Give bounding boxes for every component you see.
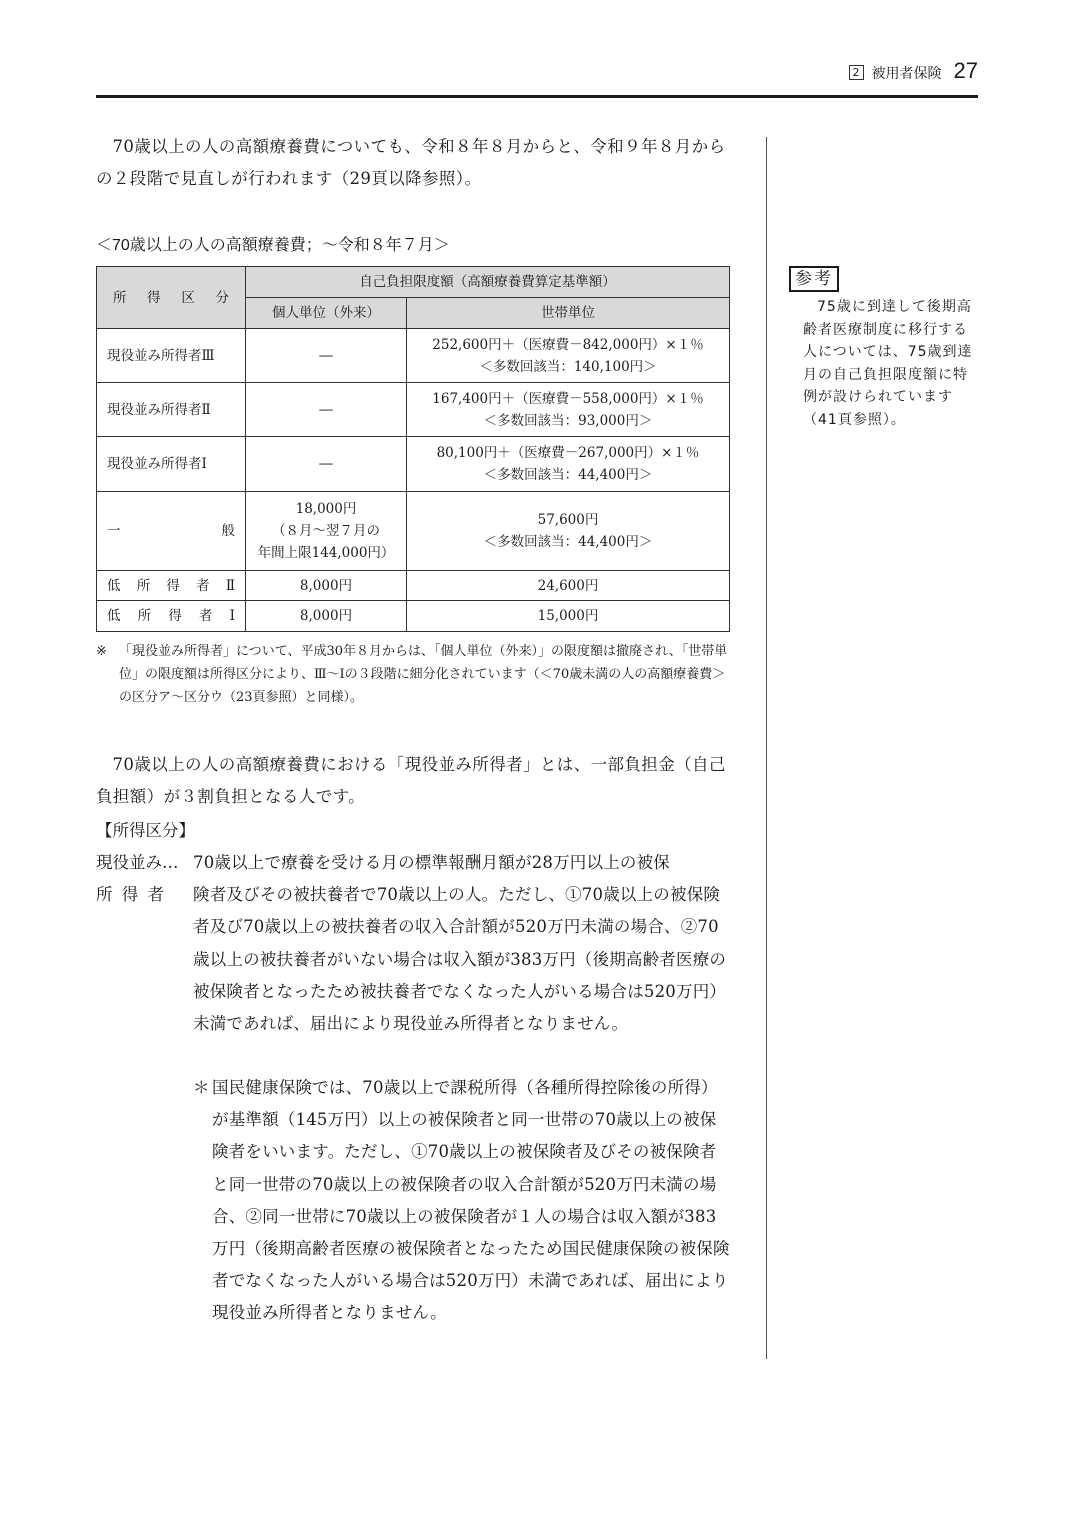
header-household: 世帯単位 bbox=[407, 298, 730, 329]
row-individual: ― bbox=[246, 383, 407, 437]
header-category bbox=[97, 267, 246, 329]
table-title: ＜70歳以上の人の高額療養費；～令和８年７月＞ bbox=[96, 237, 450, 254]
row-individual: 8,000円 bbox=[246, 571, 407, 601]
category-char: Ⅱ bbox=[225, 577, 235, 594]
row-individual bbox=[246, 492, 407, 571]
category-char: 得 bbox=[166, 577, 180, 594]
household-multiple: ＜多数回該当：44,400円＞ bbox=[483, 534, 653, 550]
running-header bbox=[96, 56, 978, 98]
footnote-mark: ※ bbox=[96, 644, 107, 659]
table-row bbox=[97, 571, 730, 601]
definition-body bbox=[193, 847, 733, 1040]
page-number: 27 bbox=[953, 58, 978, 83]
category-char: 所 bbox=[137, 608, 152, 624]
table-row bbox=[97, 437, 730, 492]
intro-paragraph: 70歳以上の人の高額療養費についても、令和８年８月からと、令和９年８月からの２段階で見直しが行われます（29頁以降参照）。 bbox=[96, 137, 726, 188]
household-formula: 167,400円＋（医療費－558,000円）×１％ bbox=[432, 390, 704, 407]
reference-text: 75歳に到達して後期高齢者医療制度に移行する人については、75歳到達月の自己負担限度額に特例が設けられています（41頁参照）。 bbox=[803, 299, 973, 428]
category-spread bbox=[97, 520, 245, 542]
category-char: 低 bbox=[107, 608, 121, 624]
table-row bbox=[97, 383, 730, 437]
row-individual: 8,000円 bbox=[246, 601, 407, 632]
category-char: 一 bbox=[107, 523, 121, 539]
household-amount: 57,600円 bbox=[537, 512, 599, 528]
reference-sidebar bbox=[789, 266, 981, 431]
column-divider bbox=[766, 137, 767, 1359]
row-household bbox=[407, 492, 730, 571]
category-char: 低 bbox=[107, 577, 121, 594]
header-category-char: 分 bbox=[215, 289, 229, 306]
individual-note-1: （８月～翌７月の bbox=[272, 523, 380, 539]
table-footnote bbox=[96, 640, 736, 709]
household-formula: 80,100円＋（医療費－267,000円）×１％ bbox=[436, 445, 700, 461]
category-char: 般 bbox=[221, 523, 235, 539]
definition-first-line: 70歳以上で療養を受ける月の標準報酬月額が28万円以上の被保 bbox=[193, 853, 670, 872]
row-category bbox=[97, 571, 246, 601]
note-asterisk: ＊ bbox=[193, 1078, 210, 1097]
nhi-note bbox=[193, 1072, 733, 1330]
category-char: Ⅰ bbox=[229, 608, 235, 624]
definition-rest: 険者及びその被扶養者で70歳以上の人。ただし、①70歳以上の被保険者及び70歳以上の被扶養者の収入合計額が520万円未満の場合、②70歳以上の被扶養者がいない場合は収入額が383万円（後期高齢者医療の被保険者となったため被扶養者でなくなった人がいる場合は520万円）未満であれば、届出により現役並み所得者となりません。 bbox=[193, 885, 727, 1034]
header-category-char: 得 bbox=[147, 289, 161, 306]
category-char: 得 bbox=[168, 608, 182, 624]
category-spread bbox=[97, 575, 245, 597]
definition-term bbox=[96, 847, 192, 911]
individual-note-2: 年間上限144,000円） bbox=[257, 545, 395, 561]
category-spread bbox=[97, 605, 245, 627]
footnote-text: 「現役並み所得者」について、平成30年８月からは、「個人単位（外来）」の限度額は撤廃され、「世帯単位」の限度額は所得区分により、Ⅲ～Ⅰの３段階に細分化されています（＜70歳未満の人の高額療養費＞の区分ア～区分ウ（23頁参照）と同様）。 bbox=[119, 644, 728, 705]
section-number-box: 2 bbox=[849, 65, 864, 80]
category-char: 所 bbox=[136, 577, 151, 594]
row-household bbox=[407, 329, 730, 383]
row-individual: ― bbox=[246, 329, 407, 383]
row-household: 24,600円 bbox=[407, 571, 730, 601]
header-category-spread bbox=[97, 287, 245, 309]
term-line: 所 得 者 bbox=[96, 885, 166, 904]
cost-limit-table bbox=[96, 266, 730, 632]
header-individual: 個人単位（外来） bbox=[246, 298, 407, 329]
row-individual: ― bbox=[246, 437, 407, 492]
row-category: 現役並み所得者Ⅱ bbox=[97, 383, 246, 437]
household-multiple: ＜多数回該当：93,000円＞ bbox=[483, 412, 653, 429]
row-household bbox=[407, 437, 730, 492]
row-category: 現役並み所得者Ⅲ bbox=[97, 329, 246, 383]
header-category-char: 所 bbox=[113, 289, 127, 306]
header-right bbox=[849, 58, 978, 84]
table-row bbox=[97, 329, 730, 383]
category-char: 者 bbox=[196, 577, 210, 594]
row-household bbox=[407, 383, 730, 437]
row-category bbox=[97, 492, 246, 571]
individual-amount: 18,000円 bbox=[295, 501, 357, 517]
header-category-char: 区 bbox=[181, 289, 195, 306]
header-limit-group: 自己負担限度額（高額療養費算定基準額） bbox=[246, 267, 730, 298]
household-multiple: ＜多数回該当：140,100円＞ bbox=[479, 358, 657, 375]
row-category bbox=[97, 601, 246, 632]
row-household: 15,000円 bbox=[407, 601, 730, 632]
term-line: 現役並み… bbox=[96, 853, 179, 872]
definition-paragraph: 70歳以上の人の高額療養費における「現役並み所得者」とは、一部負担金（自己負担額）が３割負担となる人です。 bbox=[96, 755, 726, 806]
household-multiple: ＜多数回該当：44,400円＞ bbox=[483, 467, 653, 483]
section-title: 被用者保険 bbox=[871, 66, 942, 82]
nhi-note-text: 国民健康保険では、70歳以上で課税所得（各種所得控除後の所得）が基準額（145万円）以上の被保険者と同一世帯の70歳以上の被保険者をいいます。ただし、①70歳以上の被保険者及びその被保険者と同一世帯の70歳以上の被保険者の収入合計額が520万円未満の場合、②同一世帯に70歳以上の被保険者が１人の場合は収入額が383万円（後期高齢者医療の被保険者となったため国民健康保険の被保険者でなくなった人がいる場合は520万円）未満であれば、届出により現役並み所得者となりません。 bbox=[212, 1078, 730, 1323]
income-heading: 【所得区分】 bbox=[96, 821, 195, 840]
table-row bbox=[97, 492, 730, 571]
row-category: 現役並み所得者Ⅰ bbox=[97, 437, 246, 492]
reference-tag: 参考 bbox=[789, 266, 839, 292]
table-row bbox=[97, 601, 730, 632]
category-char: 者 bbox=[198, 608, 213, 624]
household-formula: 252,600円＋（医療費－842,000円）×１％ bbox=[432, 336, 704, 353]
